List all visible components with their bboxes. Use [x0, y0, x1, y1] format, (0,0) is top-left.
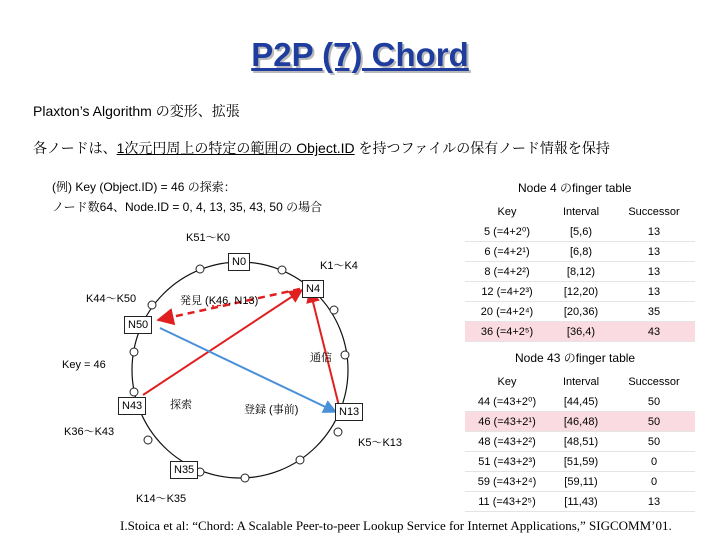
interval-cell: [5,6) [549, 222, 613, 242]
key-cell: 59 (=43+2⁴) [465, 472, 549, 492]
column-header: Interval [562, 375, 600, 388]
column-header: Key [497, 205, 517, 218]
citation: I.Stoica et al: “Chord: A Scalable Peer-to-peer Lookup Service for Internet Applications,” SIGCOMM’01. [120, 518, 672, 533]
node-n50: N50 [124, 316, 152, 334]
interval-cell: [48,51) [549, 432, 613, 452]
node-n0: N0 [228, 253, 250, 271]
node4-table-title: Node 4 のfinger table [518, 181, 632, 195]
range-k51-k0: K51～K0 [186, 232, 231, 244]
successor-cell: 0 [613, 472, 695, 492]
interval-cell: [8,12) [549, 262, 613, 282]
table-row-highlighted [465, 322, 695, 342]
successor-cell: 13 [613, 282, 695, 302]
successor-cell: 50 [613, 392, 695, 412]
key-cell: 51 (=43+2³) [465, 452, 549, 472]
table-row [465, 242, 695, 262]
interval-cell: [51,59) [549, 452, 613, 472]
table-row-highlighted [465, 412, 695, 432]
range-k36-k43: K36～K43 [64, 426, 115, 438]
ring-dot [341, 351, 349, 359]
ring-dot [241, 474, 249, 482]
ring-dot [296, 456, 304, 464]
successor-cell: 50 [613, 412, 695, 432]
successor-cell: 13 [613, 222, 695, 242]
range-k1-k4: K1～K4 [320, 260, 358, 272]
key-cell: 20 (=4+2⁴) [465, 302, 549, 322]
key-cell: 44 (=43+2⁰) [465, 392, 549, 412]
ring-dot [130, 348, 138, 356]
example-line-2: ノード数64、Node.ID = 0, 4, 13, 35, 43, 50 の場合 [52, 200, 323, 214]
successor-cell: 43 [613, 322, 695, 342]
node4-finger-table [465, 201, 695, 342]
key-cell: 8 (=4+2²) [465, 262, 549, 282]
node-n35: N35 [170, 461, 198, 479]
communication-label: 通信 [310, 352, 332, 364]
range-k5-k13: K5～K13 [358, 437, 403, 449]
table-row [465, 392, 695, 412]
interval-cell: [36,4) [549, 322, 613, 342]
key-label: Key = 46 [62, 359, 106, 371]
successor-cell: 0 [613, 452, 695, 472]
key-cell: 36 (=4+2⁵) [465, 322, 549, 342]
node43-finger-table [465, 371, 695, 512]
range-k14-k35: K14～K35 [136, 493, 187, 505]
ring-dot [278, 266, 286, 274]
intro-line-2-pre: 各ノードは、 [33, 140, 117, 156]
interval-cell: [11,43) [549, 492, 613, 512]
interval-cell: [59,11) [549, 472, 613, 492]
table-row [465, 432, 695, 452]
table-row [465, 302, 695, 322]
page-title: P2P (7) Chord [251, 36, 469, 73]
key-cell: 46 (=43+2¹) [465, 412, 549, 432]
column-header: Successor [628, 375, 680, 388]
key-cell: 48 (=43+2²) [465, 432, 549, 452]
node-n43: N43 [118, 397, 146, 415]
key-cell: 6 (=4+2¹) [465, 242, 549, 262]
found-label: 発見 (K46, N13) [180, 295, 259, 307]
search-label: 探索 [170, 399, 192, 411]
table-row [465, 492, 695, 512]
ring-dot [144, 436, 152, 444]
interval-cell: [20,36) [549, 302, 613, 322]
successor-cell: 35 [613, 302, 695, 322]
range-k44-k50: K44～K50 [86, 293, 137, 305]
interval-cell: [44,45) [549, 392, 613, 412]
intro-line-2-underlined: 1次元円周上の特定の範囲の Object.ID [116, 140, 355, 156]
node-n13: N13 [335, 403, 363, 421]
ring-dot [130, 388, 138, 396]
interval-cell: [6,8) [549, 242, 613, 262]
successor-cell: 13 [613, 262, 695, 282]
table-row [465, 222, 695, 242]
node-n4: N4 [302, 280, 324, 298]
table-row [465, 282, 695, 302]
successor-cell: 50 [613, 432, 695, 452]
ring-dot [334, 428, 342, 436]
example-line-1: (例) Key (Object.ID) = 46 の探索： [52, 180, 236, 194]
intro-line-1: Plaxton’s Algorithm の変形、拡張 [33, 103, 240, 119]
ring-dot [148, 301, 156, 309]
table-row [465, 262, 695, 282]
successor-cell: 13 [613, 492, 695, 512]
ring-dot [196, 265, 204, 273]
intro-line-2-post: を持つファイルの保有ノード情報を保持 [354, 140, 610, 156]
node43-table-title: Node 43 のfinger table [515, 351, 636, 365]
column-header: Interval [562, 205, 600, 218]
key-cell: 12 (=4+2³) [465, 282, 549, 302]
table-row [465, 472, 695, 492]
interval-cell: [12,20) [549, 282, 613, 302]
table-row [465, 452, 695, 472]
successor-cell: 13 [613, 242, 695, 262]
column-header: Key [497, 375, 517, 388]
key-cell: 11 (=43+2⁵) [465, 492, 549, 512]
interval-cell: [46,48) [549, 412, 613, 432]
ring-dot [330, 306, 338, 314]
key-cell: 5 (=4+2⁰) [465, 222, 549, 242]
column-header: Successor [628, 205, 680, 218]
register-label: 登録 (事前) [244, 404, 299, 416]
